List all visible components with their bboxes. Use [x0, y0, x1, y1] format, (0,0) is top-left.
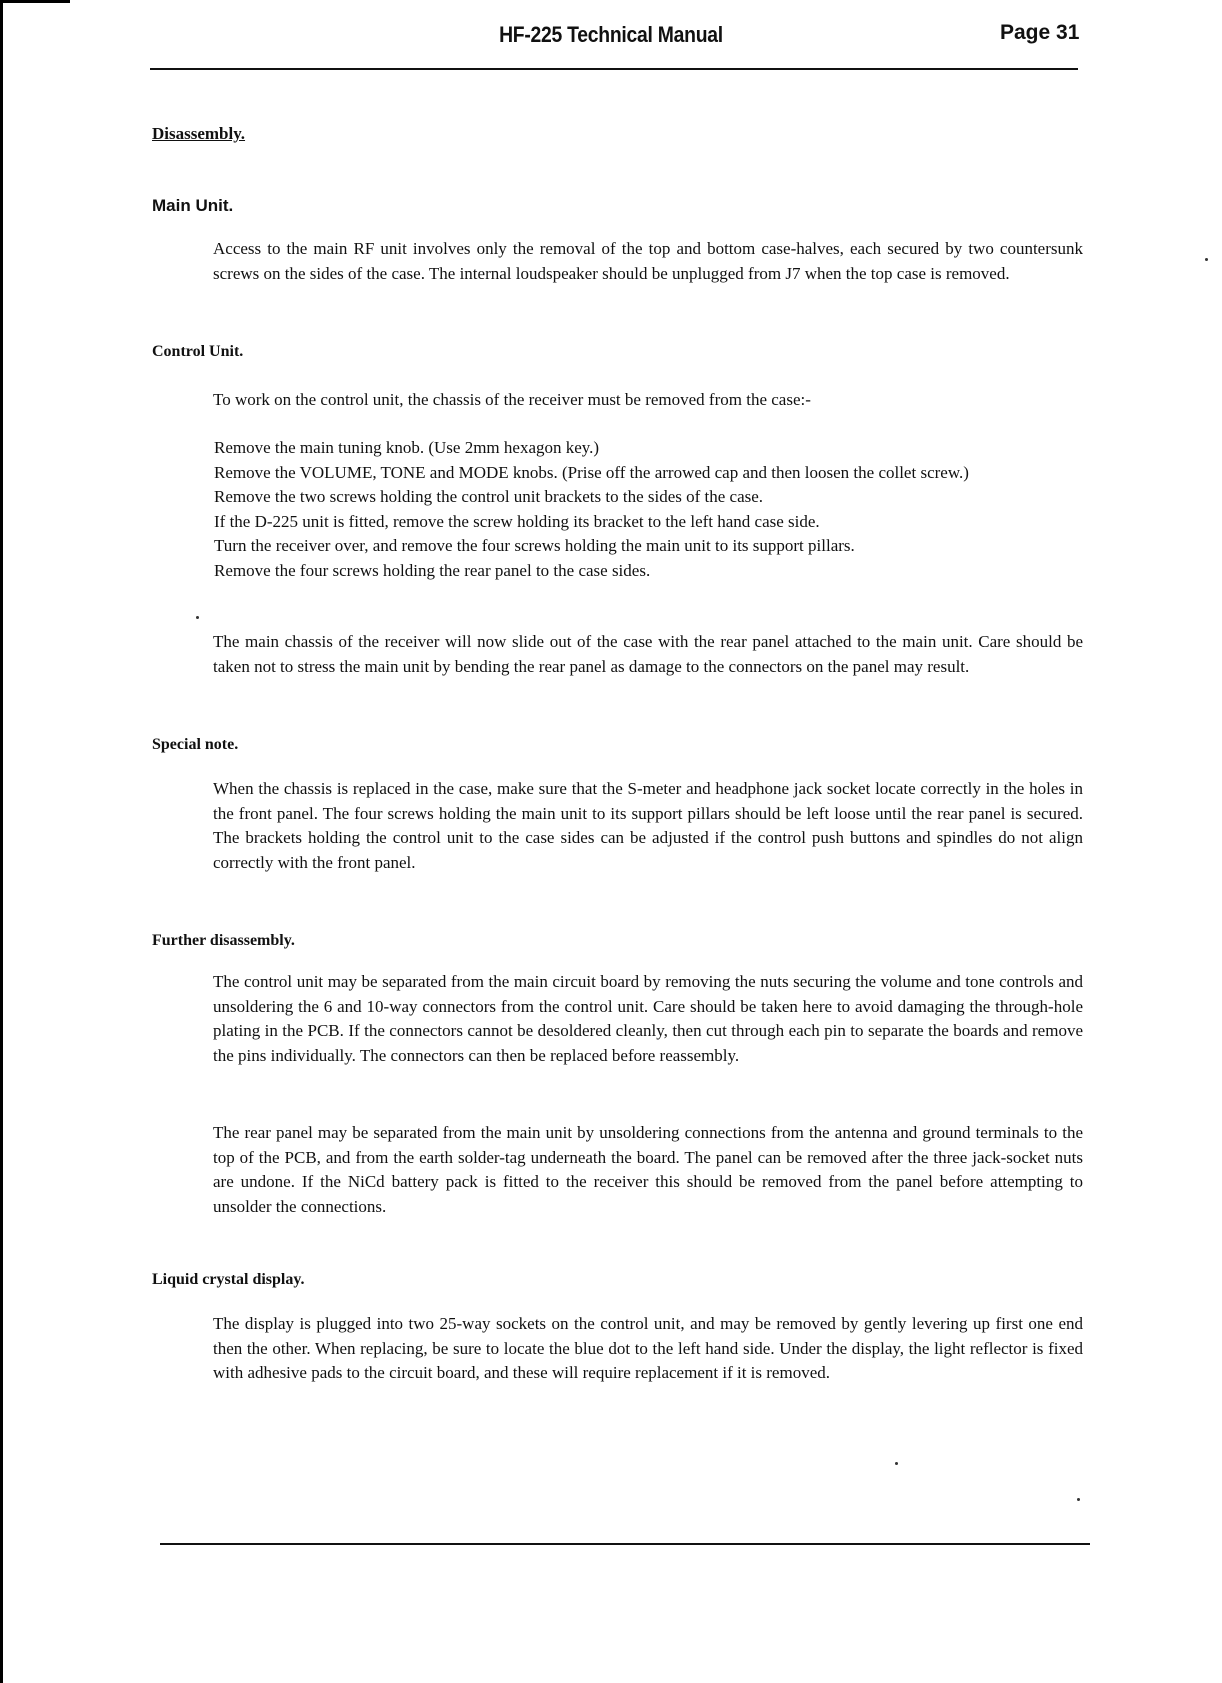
heading-further-disassembly: Further disassembly.: [152, 932, 295, 949]
heading-special-note: Special note.: [152, 736, 239, 753]
step-item: Remove the main tuning knob. (Use 2mm hexagon key.): [214, 438, 600, 457]
step-item: Remove the four screws holding the rear panel to the case sides.: [214, 560, 651, 580]
footer-rule: [160, 1543, 1090, 1545]
scan-edge-top: [0, 0, 70, 3]
heading-main-unit: Main Unit.: [152, 196, 234, 215]
heading-liquid-crystal-display: Liquid crystal display.: [152, 1271, 305, 1288]
step-item: Remove the two screws holding the control unit brackets to the sides of the case.: [214, 487, 764, 506]
paragraph-control-unit-intro: To work on the control unit, the chassis of the receiver must be removed from the case:-: [213, 390, 811, 409]
paragraph-lcd: The display is plugged into two 25-way sockets on the control unit, and may be removed by gently levering up first one end then the other. When replacing, be sure to locate the blue dot to the left hand side. Under the display, the light reflector is fixed with adhesive pads to the circuit board, and these will require replacement if it is removed.: [213, 1314, 1083, 1382]
scan-speck: [196, 616, 199, 619]
control-unit-steps: [214, 436, 1084, 583]
scan-edge-left: [0, 0, 3, 1683]
scan-speck: [1205, 258, 1208, 261]
step-item: If the D-225 unit is fitted, remove the screw holding its bracket to the left hand case side.: [214, 511, 820, 531]
step-item: Remove the VOLUME, TONE and MODE knobs. (Prise off the arrowed cap and then loosen the collet screw.): [214, 462, 969, 482]
scan-speck: [1077, 1498, 1080, 1501]
paragraph-special-note: When the chassis is replaced in the case, make sure that the S-meter and headphone jack socket locate correctly in the holes in the front panel. The four screws holding the main unit to its support pillars should be left loose until the rear panel is secured. The brackets holding the control unit to the case sides can be adjusted if the control push buttons and spindles do not align correctly with the front panel.: [213, 779, 1083, 872]
heading-control-unit: Control Unit.: [152, 343, 244, 360]
paragraph-main-unit: Access to the main RF unit involves only the removal of the top and bottom case-halves, each secured by two countersunk screws on the sides of the case. The internal loudspeaker should be unplugged from J7 when the top case is removed.: [213, 239, 1083, 283]
header-rule: [150, 68, 1078, 70]
section-heading-disassembly: Disassembly.: [152, 124, 246, 143]
page-header-title: HF-225 Technical Manual: [499, 22, 723, 47]
paragraph-further-1: The control unit may be separated from the main circuit board by removing the nuts securing the volume and tone controls and unsoldering the 6 and 10-way connectors from the control unit. Care should be taken here to avoid damaging the through-hole plating in the PCB. If the connectors cannot be desoldered cleanly, then cut through each pin to separate the boards and remove the pins individually. The connectors can then be replaced before reassembly.: [213, 972, 1083, 1065]
paragraph-control-unit-closing: The main chassis of the receiver will now slide out of the case with the rear panel attached to the main unit. Care should be taken not to stress the main unit by bending the rear panel as damage to the connectors on the panel may result.: [213, 632, 1083, 676]
paragraph-further-2: The rear panel may be separated from the main unit by unsoldering connections from the antenna and ground terminals to the top of the PCB, and from the earth solder-tag underneath the board. The panel can be removed after the three jack-socket nuts are undone. If the NiCd battery pack is fitted to the receiver this should be removed from the panel before attempting to unsolder the connections.: [213, 1123, 1083, 1216]
scan-speck: [895, 1462, 898, 1465]
step-item: Turn the receiver over, and remove the four screws holding the main unit to its support pillars.: [214, 536, 855, 555]
page-number: Page 31: [1000, 21, 1080, 44]
